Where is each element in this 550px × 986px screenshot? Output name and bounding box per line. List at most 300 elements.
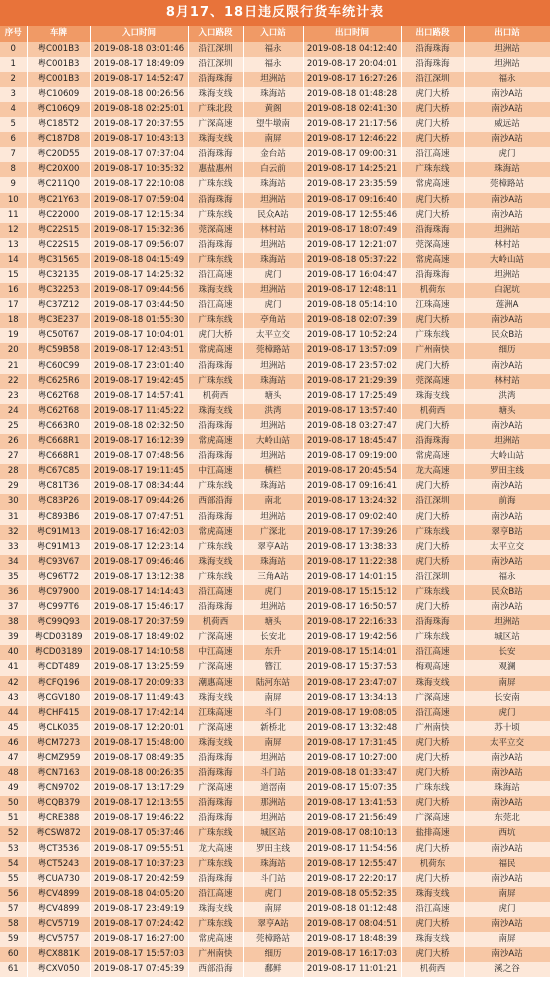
exit-time-cell: 2019-08-17 13:41:53 bbox=[303, 796, 401, 811]
table-row bbox=[0, 132, 550, 147]
table-row bbox=[0, 238, 550, 253]
entry-station-cell: 金台站 bbox=[243, 147, 303, 162]
table-row bbox=[0, 721, 550, 736]
exit-road-cell: 虎门大桥 bbox=[401, 193, 464, 208]
row-index-cell: 34 bbox=[0, 555, 27, 570]
entry-time-cell: 2019-08-17 03:44:50 bbox=[90, 298, 188, 313]
entry-time-cell: 2019-08-18 04:15:49 bbox=[90, 253, 188, 268]
exit-station-cell: 苏十顷 bbox=[464, 721, 550, 736]
exit-time-cell: 2019-08-17 11:01:21 bbox=[303, 962, 401, 977]
entry-road-cell: 沿江高速 bbox=[188, 887, 243, 902]
entry-road-cell: 惠盐惠州 bbox=[188, 162, 243, 177]
exit-station-cell: 前海 bbox=[464, 494, 550, 509]
entry-station-cell: 虎门 bbox=[243, 268, 303, 283]
entry-time-cell: 2019-08-17 12:23:14 bbox=[90, 540, 188, 555]
entry-station-cell: 珠海站 bbox=[243, 253, 303, 268]
entry-station-cell: 陆河东站 bbox=[243, 676, 303, 691]
exit-road-cell: 盐排高速 bbox=[401, 826, 464, 841]
entry-road-cell: 广深高速 bbox=[188, 630, 243, 645]
entry-station-cell: 珠海站 bbox=[243, 374, 303, 389]
exit-time-cell: 2019-08-17 19:08:05 bbox=[303, 706, 401, 721]
entry-time-cell: 2019-08-17 23:49:19 bbox=[90, 902, 188, 917]
exit-road-cell: 机荷西 bbox=[401, 404, 464, 419]
row-index-cell: 2 bbox=[0, 72, 27, 87]
entry-time-cell: 2019-08-17 15:32:36 bbox=[90, 223, 188, 238]
entry-time-cell: 2019-08-18 02:32:50 bbox=[90, 419, 188, 434]
exit-station-cell: 莲洲A bbox=[464, 298, 550, 313]
plate-number-cell: 粤C21Y63 bbox=[27, 193, 90, 208]
column-header: 入口时间 bbox=[90, 26, 188, 42]
entry-station-cell: 珠海站 bbox=[243, 87, 303, 102]
exit-station-cell: 南沙A站 bbox=[464, 872, 550, 887]
table-row bbox=[0, 283, 550, 298]
table-row bbox=[0, 615, 550, 630]
exit-station-cell: 威远站 bbox=[464, 117, 550, 132]
table-row bbox=[0, 630, 550, 645]
entry-road-cell: 虎门大桥 bbox=[188, 328, 243, 343]
exit-time-cell: 2019-08-17 08:10:13 bbox=[303, 826, 401, 841]
plate-number-cell: 粤CN9702 bbox=[27, 781, 90, 796]
entry-road-cell: 西部沿海 bbox=[188, 962, 243, 977]
plate-number-cell: 粤CLK035 bbox=[27, 721, 90, 736]
entry-station-cell: 坦洲站 bbox=[243, 600, 303, 615]
entry-time-cell: 2019-08-17 07:45:39 bbox=[90, 962, 188, 977]
entry-road-cell: 沿海珠海 bbox=[188, 751, 243, 766]
entry-road-cell: 沿海珠海 bbox=[188, 796, 243, 811]
entry-station-cell: 黄阁 bbox=[243, 102, 303, 117]
entry-time-cell: 2019-08-17 14:10:58 bbox=[90, 645, 188, 660]
plate-number-cell: 粤C99Q93 bbox=[27, 615, 90, 630]
exit-station-cell: 坦洲站 bbox=[464, 615, 550, 630]
exit-station-cell: 大岭山站 bbox=[464, 253, 550, 268]
exit-road-cell: 虎门大桥 bbox=[401, 540, 464, 555]
entry-road-cell: 沿海珠海 bbox=[188, 811, 243, 826]
entry-station-cell: 城区站 bbox=[243, 826, 303, 841]
exit-station-cell: 坦洲站 bbox=[464, 223, 550, 238]
entry-station-cell: 南屏 bbox=[243, 132, 303, 147]
entry-time-cell: 2019-08-17 15:57:03 bbox=[90, 947, 188, 962]
plate-number-cell: 粤C001B3 bbox=[27, 42, 90, 57]
exit-time-cell: 2019-08-17 09:19:00 bbox=[303, 449, 401, 464]
row-index-cell: 4 bbox=[0, 102, 27, 117]
entry-station-cell: 珠海站 bbox=[243, 177, 303, 192]
column-header: 序号 bbox=[0, 26, 27, 42]
exit-road-cell: 梅观高速 bbox=[401, 660, 464, 675]
entry-time-cell: 2019-08-17 13:25:59 bbox=[90, 660, 188, 675]
exit-road-cell: 广深高速 bbox=[401, 691, 464, 706]
entry-station-cell: 大岭山站 bbox=[243, 434, 303, 449]
row-index-cell: 27 bbox=[0, 449, 27, 464]
entry-road-cell: 沿海珠海 bbox=[188, 359, 243, 374]
exit-station-cell: 莞樟路站 bbox=[464, 177, 550, 192]
exit-time-cell: 2019-08-17 21:29:39 bbox=[303, 374, 401, 389]
exit-road-cell: 广深高速 bbox=[401, 811, 464, 826]
plate-number-cell: 粤C10609 bbox=[27, 87, 90, 102]
entry-station-cell: 东升 bbox=[243, 645, 303, 660]
entry-road-cell: 广深高速 bbox=[188, 721, 243, 736]
plate-number-cell: 粤CT5243 bbox=[27, 857, 90, 872]
exit-time-cell: 2019-08-18 03:27:47 bbox=[303, 419, 401, 434]
exit-road-cell: 广珠东线 bbox=[401, 781, 464, 796]
plate-number-cell: 粤C62T68 bbox=[27, 389, 90, 404]
table-row bbox=[0, 796, 550, 811]
entry-road-cell: 沿海珠海 bbox=[188, 72, 243, 87]
entry-station-cell: 斗门 bbox=[243, 706, 303, 721]
exit-station-cell: 长安南 bbox=[464, 691, 550, 706]
exit-station-cell: 南屏 bbox=[464, 887, 550, 902]
exit-road-cell: 虎门大桥 bbox=[401, 313, 464, 328]
table-row bbox=[0, 102, 550, 117]
entry-station-cell: 罗田主线 bbox=[243, 842, 303, 857]
table-row bbox=[0, 811, 550, 826]
exit-station-cell: 南沙A站 bbox=[464, 479, 550, 494]
row-index-cell: 11 bbox=[0, 208, 27, 223]
table-row bbox=[0, 147, 550, 162]
exit-station-cell: 福民 bbox=[464, 857, 550, 872]
row-index-cell: 30 bbox=[0, 494, 27, 509]
entry-road-cell: 沿海珠海 bbox=[188, 449, 243, 464]
table-row bbox=[0, 464, 550, 479]
exit-time-cell: 2019-08-17 09:16:40 bbox=[303, 193, 401, 208]
exit-time-cell: 2019-08-17 10:52:24 bbox=[303, 328, 401, 343]
plate-number-cell: 粤C83P26 bbox=[27, 494, 90, 509]
row-index-cell: 26 bbox=[0, 434, 27, 449]
exit-road-cell: 广珠东线 bbox=[401, 162, 464, 177]
table-row bbox=[0, 872, 550, 887]
plate-number-cell: 粤C668R1 bbox=[27, 434, 90, 449]
exit-road-cell: 虎门大桥 bbox=[401, 947, 464, 962]
row-index-cell: 43 bbox=[0, 691, 27, 706]
entry-time-cell: 2019-08-17 14:25:32 bbox=[90, 268, 188, 283]
exit-time-cell: 2019-08-18 02:07:39 bbox=[303, 313, 401, 328]
exit-time-cell: 2019-08-17 17:39:26 bbox=[303, 525, 401, 540]
table-row bbox=[0, 253, 550, 268]
exit-station-cell: 罗田主线 bbox=[464, 464, 550, 479]
entry-time-cell: 2019-08-18 00:26:56 bbox=[90, 87, 188, 102]
exit-time-cell: 2019-08-17 16:04:47 bbox=[303, 268, 401, 283]
table-row bbox=[0, 736, 550, 751]
plate-number-cell: 粤C22S15 bbox=[27, 223, 90, 238]
table-row bbox=[0, 343, 550, 358]
exit-road-cell: 虎门大桥 bbox=[401, 102, 464, 117]
row-index-cell: 51 bbox=[0, 811, 27, 826]
entry-road-cell: 西部沿海 bbox=[188, 494, 243, 509]
row-index-cell: 15 bbox=[0, 268, 27, 283]
plate-number-cell: 粤C997T6 bbox=[27, 600, 90, 615]
exit-time-cell: 2019-08-17 18:45:47 bbox=[303, 434, 401, 449]
table-row bbox=[0, 902, 550, 917]
row-index-cell: 14 bbox=[0, 253, 27, 268]
row-index-cell: 25 bbox=[0, 419, 27, 434]
exit-time-cell: 2019-08-17 12:46:22 bbox=[303, 132, 401, 147]
table-row bbox=[0, 268, 550, 283]
entry-time-cell: 2019-08-17 05:37:46 bbox=[90, 826, 188, 841]
exit-time-cell: 2019-08-17 09:16:41 bbox=[303, 479, 401, 494]
exit-road-cell: 虎门大桥 bbox=[401, 751, 464, 766]
entry-station-cell: 白云前 bbox=[243, 162, 303, 177]
table-row bbox=[0, 389, 550, 404]
row-index-cell: 12 bbox=[0, 223, 27, 238]
entry-road-cell: 潮惠高速 bbox=[188, 676, 243, 691]
exit-station-cell: 南沙A站 bbox=[464, 132, 550, 147]
exit-time-cell: 2019-08-17 21:17:56 bbox=[303, 117, 401, 132]
exit-time-cell: 2019-08-17 13:38:33 bbox=[303, 540, 401, 555]
table-row bbox=[0, 676, 550, 691]
table-row bbox=[0, 917, 550, 932]
entry-station-cell: 珠海站 bbox=[243, 479, 303, 494]
entry-time-cell: 2019-08-17 07:59:04 bbox=[90, 193, 188, 208]
exit-station-cell: 林村站 bbox=[464, 238, 550, 253]
exit-station-cell: 南沙A站 bbox=[464, 600, 550, 615]
entry-station-cell: 望牛墩南 bbox=[243, 117, 303, 132]
entry-road-cell: 广州南快 bbox=[188, 947, 243, 962]
entry-time-cell: 2019-08-18 03:01:46 bbox=[90, 42, 188, 57]
entry-time-cell: 2019-08-17 20:09:33 bbox=[90, 676, 188, 691]
entry-road-cell: 广珠北段 bbox=[188, 102, 243, 117]
exit-time-cell: 2019-08-17 16:50:57 bbox=[303, 600, 401, 615]
entry-road-cell: 沿江高速 bbox=[188, 268, 243, 283]
exit-station-cell: 虎门 bbox=[464, 902, 550, 917]
plate-number-cell: 粤C211Q0 bbox=[27, 177, 90, 192]
entry-time-cell: 2019-08-17 13:12:38 bbox=[90, 570, 188, 585]
entry-time-cell: 2019-08-17 11:49:43 bbox=[90, 691, 188, 706]
entry-station-cell: 珠海站 bbox=[243, 857, 303, 872]
exit-road-cell: 珠海支线 bbox=[401, 932, 464, 947]
exit-station-cell: 坦洲站 bbox=[464, 57, 550, 72]
entry-time-cell: 2019-08-17 15:48:00 bbox=[90, 736, 188, 751]
exit-road-cell: 沿江高速 bbox=[401, 645, 464, 660]
exit-road-cell: 虎门大桥 bbox=[401, 842, 464, 857]
exit-station-cell: 南沙A站 bbox=[464, 359, 550, 374]
exit-time-cell: 2019-08-17 22:20:17 bbox=[303, 872, 401, 887]
entry-time-cell: 2019-08-17 09:46:46 bbox=[90, 555, 188, 570]
column-header: 出口路段 bbox=[401, 26, 464, 42]
plate-number-cell: 粤CHF415 bbox=[27, 706, 90, 721]
entry-station-cell: 坦洲站 bbox=[243, 238, 303, 253]
entry-time-cell: 2019-08-17 07:48:56 bbox=[90, 449, 188, 464]
exit-station-cell: 西坑 bbox=[464, 826, 550, 841]
exit-road-cell: 沿江深圳 bbox=[401, 494, 464, 509]
entry-time-cell: 2019-08-17 09:56:07 bbox=[90, 238, 188, 253]
entry-time-cell: 2019-08-17 07:37:04 bbox=[90, 147, 188, 162]
entry-station-cell: 长安北 bbox=[243, 630, 303, 645]
exit-station-cell: 南沙A站 bbox=[464, 917, 550, 932]
entry-station-cell: 坦洲站 bbox=[243, 510, 303, 525]
exit-road-cell: 常虎高速 bbox=[401, 449, 464, 464]
plate-number-cell: 粤CUA730 bbox=[27, 872, 90, 887]
plate-number-cell: 粤C22S15 bbox=[27, 238, 90, 253]
row-index-cell: 58 bbox=[0, 917, 27, 932]
entry-road-cell: 珠海支线 bbox=[188, 902, 243, 917]
table-row bbox=[0, 117, 550, 132]
row-index-cell: 5 bbox=[0, 117, 27, 132]
entry-road-cell: 珠海支线 bbox=[188, 404, 243, 419]
plate-number-cell: 粤C97900 bbox=[27, 585, 90, 600]
entry-station-cell: 簪江 bbox=[243, 660, 303, 675]
exit-time-cell: 2019-08-17 09:00:31 bbox=[303, 147, 401, 162]
entry-time-cell: 2019-08-17 09:44:26 bbox=[90, 494, 188, 509]
exit-station-cell: 福永 bbox=[464, 72, 550, 87]
entry-road-cell: 沿海珠海 bbox=[188, 419, 243, 434]
entry-station-cell: 道滘南 bbox=[243, 781, 303, 796]
entry-time-cell: 2019-08-17 20:37:59 bbox=[90, 615, 188, 630]
exit-time-cell: 2019-08-17 20:04:01 bbox=[303, 57, 401, 72]
entry-road-cell: 广珠东线 bbox=[188, 857, 243, 872]
exit-time-cell: 2019-08-18 05:14:10 bbox=[303, 298, 401, 313]
table-row bbox=[0, 162, 550, 177]
plate-number-cell: 粤C32135 bbox=[27, 268, 90, 283]
table-row bbox=[0, 962, 550, 977]
exit-road-cell: 常虎高速 bbox=[401, 253, 464, 268]
row-index-cell: 55 bbox=[0, 872, 27, 887]
exit-time-cell: 2019-08-18 01:48:28 bbox=[303, 87, 401, 102]
exit-road-cell: 沿江高速 bbox=[401, 706, 464, 721]
entry-station-cell: 翠亨A站 bbox=[243, 917, 303, 932]
exit-road-cell: 机荷西 bbox=[401, 962, 464, 977]
exit-time-cell: 2019-08-17 18:48:39 bbox=[303, 932, 401, 947]
exit-road-cell: 莞深高速 bbox=[401, 238, 464, 253]
exit-station-cell: 珠海站 bbox=[464, 162, 550, 177]
table-row bbox=[0, 706, 550, 721]
entry-station-cell: 坦洲站 bbox=[243, 72, 303, 87]
plate-number-cell: 粤C22000 bbox=[27, 208, 90, 223]
entry-time-cell: 2019-08-17 12:43:51 bbox=[90, 343, 188, 358]
entry-time-cell: 2019-08-17 22:10:08 bbox=[90, 177, 188, 192]
plate-number-cell: 粤CDT489 bbox=[27, 660, 90, 675]
plate-number-cell: 粤C185T2 bbox=[27, 117, 90, 132]
row-index-cell: 24 bbox=[0, 404, 27, 419]
exit-station-cell: 城区站 bbox=[464, 630, 550, 645]
exit-time-cell: 2019-08-17 12:55:46 bbox=[303, 208, 401, 223]
row-index-cell: 60 bbox=[0, 947, 27, 962]
entry-station-cell: 虎门 bbox=[243, 887, 303, 902]
entry-station-cell: 福永 bbox=[243, 57, 303, 72]
exit-station-cell: 坦洲站 bbox=[464, 42, 550, 57]
plate-number-cell: 粤CN7163 bbox=[27, 766, 90, 781]
entry-station-cell: 虎门 bbox=[243, 298, 303, 313]
plate-number-cell: 粤CGV180 bbox=[27, 691, 90, 706]
exit-road-cell: 虎门大桥 bbox=[401, 600, 464, 615]
exit-time-cell: 2019-08-17 15:15:12 bbox=[303, 585, 401, 600]
table-row bbox=[0, 419, 550, 434]
exit-station-cell: 虎门 bbox=[464, 706, 550, 721]
exit-station-cell: 南沙A站 bbox=[464, 419, 550, 434]
row-index-cell: 49 bbox=[0, 781, 27, 796]
entry-station-cell: 太平立交 bbox=[243, 328, 303, 343]
entry-station-cell: 坦洲站 bbox=[243, 193, 303, 208]
table-row bbox=[0, 449, 550, 464]
column-header: 出口时间 bbox=[303, 26, 401, 42]
entry-road-cell: 机荷西 bbox=[188, 389, 243, 404]
table-row bbox=[0, 510, 550, 525]
plate-number-cell: 粤CD03189 bbox=[27, 645, 90, 660]
row-index-cell: 20 bbox=[0, 343, 27, 358]
exit-time-cell: 2019-08-17 11:54:56 bbox=[303, 842, 401, 857]
exit-road-cell: 虎门大桥 bbox=[401, 736, 464, 751]
row-index-cell: 50 bbox=[0, 796, 27, 811]
row-index-cell: 46 bbox=[0, 736, 27, 751]
exit-time-cell: 2019-08-18 01:33:47 bbox=[303, 766, 401, 781]
entry-road-cell: 莞深高速 bbox=[188, 223, 243, 238]
entry-road-cell: 沿海珠海 bbox=[188, 766, 243, 781]
entry-time-cell: 2019-08-18 04:05:20 bbox=[90, 887, 188, 902]
table-row bbox=[0, 42, 550, 57]
row-index-cell: 18 bbox=[0, 313, 27, 328]
plate-number-cell: 粤C893B6 bbox=[27, 510, 90, 525]
exit-road-cell: 虎门大桥 bbox=[401, 132, 464, 147]
entry-station-cell: 南屏 bbox=[243, 691, 303, 706]
exit-station-cell: 林村站 bbox=[464, 374, 550, 389]
exit-time-cell: 2019-08-17 15:14:01 bbox=[303, 645, 401, 660]
exit-time-cell: 2019-08-18 04:12:40 bbox=[303, 42, 401, 57]
row-index-cell: 6 bbox=[0, 132, 27, 147]
row-index-cell: 44 bbox=[0, 706, 27, 721]
entry-time-cell: 2019-08-17 20:37:55 bbox=[90, 117, 188, 132]
entry-road-cell: 珠海支线 bbox=[188, 691, 243, 706]
exit-road-cell: 虎门大桥 bbox=[401, 917, 464, 932]
entry-road-cell: 沿江高速 bbox=[188, 298, 243, 313]
entry-time-cell: 2019-08-17 10:37:23 bbox=[90, 857, 188, 872]
exit-road-cell: 虎门大桥 bbox=[401, 419, 464, 434]
row-index-cell: 29 bbox=[0, 479, 27, 494]
row-index-cell: 38 bbox=[0, 615, 27, 630]
entry-station-cell: 细历 bbox=[243, 947, 303, 962]
exit-station-cell: 白泥坑 bbox=[464, 283, 550, 298]
entry-road-cell: 常虎高速 bbox=[188, 434, 243, 449]
plate-number-cell: 粤CV4899 bbox=[27, 887, 90, 902]
entry-time-cell: 2019-08-17 08:49:35 bbox=[90, 751, 188, 766]
entry-station-cell: 塘头 bbox=[243, 389, 303, 404]
plate-number-cell: 粤CMZ959 bbox=[27, 751, 90, 766]
exit-station-cell: 南沙A站 bbox=[464, 555, 550, 570]
entry-station-cell: 莞樟路站 bbox=[243, 932, 303, 947]
entry-time-cell: 2019-08-17 14:57:41 bbox=[90, 389, 188, 404]
row-index-cell: 48 bbox=[0, 766, 27, 781]
exit-road-cell: 虎门大桥 bbox=[401, 208, 464, 223]
entry-road-cell: 广深高速 bbox=[188, 781, 243, 796]
plate-number-cell: 粤CM7273 bbox=[27, 736, 90, 751]
plate-number-cell: 粤C20X00 bbox=[27, 162, 90, 177]
plate-number-cell: 粤C187D8 bbox=[27, 132, 90, 147]
exit-time-cell: 2019-08-17 08:04:51 bbox=[303, 917, 401, 932]
row-index-cell: 59 bbox=[0, 932, 27, 947]
entry-station-cell: 南屏 bbox=[243, 736, 303, 751]
exit-time-cell: 2019-08-17 13:24:32 bbox=[303, 494, 401, 509]
row-index-cell: 53 bbox=[0, 842, 27, 857]
row-index-cell: 13 bbox=[0, 238, 27, 253]
exit-road-cell: 沿江高速 bbox=[401, 147, 464, 162]
entry-road-cell: 广珠东线 bbox=[188, 570, 243, 585]
exit-station-cell: 南沙A站 bbox=[464, 766, 550, 781]
entry-road-cell: 沿江高速 bbox=[188, 585, 243, 600]
table-row bbox=[0, 479, 550, 494]
entry-station-cell: 亭角站 bbox=[243, 313, 303, 328]
table-row bbox=[0, 87, 550, 102]
entry-station-cell: 福永 bbox=[243, 42, 303, 57]
entry-road-cell: 沿海珠海 bbox=[188, 510, 243, 525]
entry-station-cell: 民众A站 bbox=[243, 208, 303, 223]
plate-number-cell: 粤C50T67 bbox=[27, 328, 90, 343]
table-row bbox=[0, 177, 550, 192]
entry-station-cell: 翠亨A站 bbox=[243, 540, 303, 555]
exit-road-cell: 虎门大桥 bbox=[401, 796, 464, 811]
plate-number-cell: 粤C668R1 bbox=[27, 449, 90, 464]
exit-station-cell: 翠亨B站 bbox=[464, 525, 550, 540]
exit-station-cell: 虎门 bbox=[464, 147, 550, 162]
table-row bbox=[0, 57, 550, 72]
table-row bbox=[0, 600, 550, 615]
table-row bbox=[0, 404, 550, 419]
